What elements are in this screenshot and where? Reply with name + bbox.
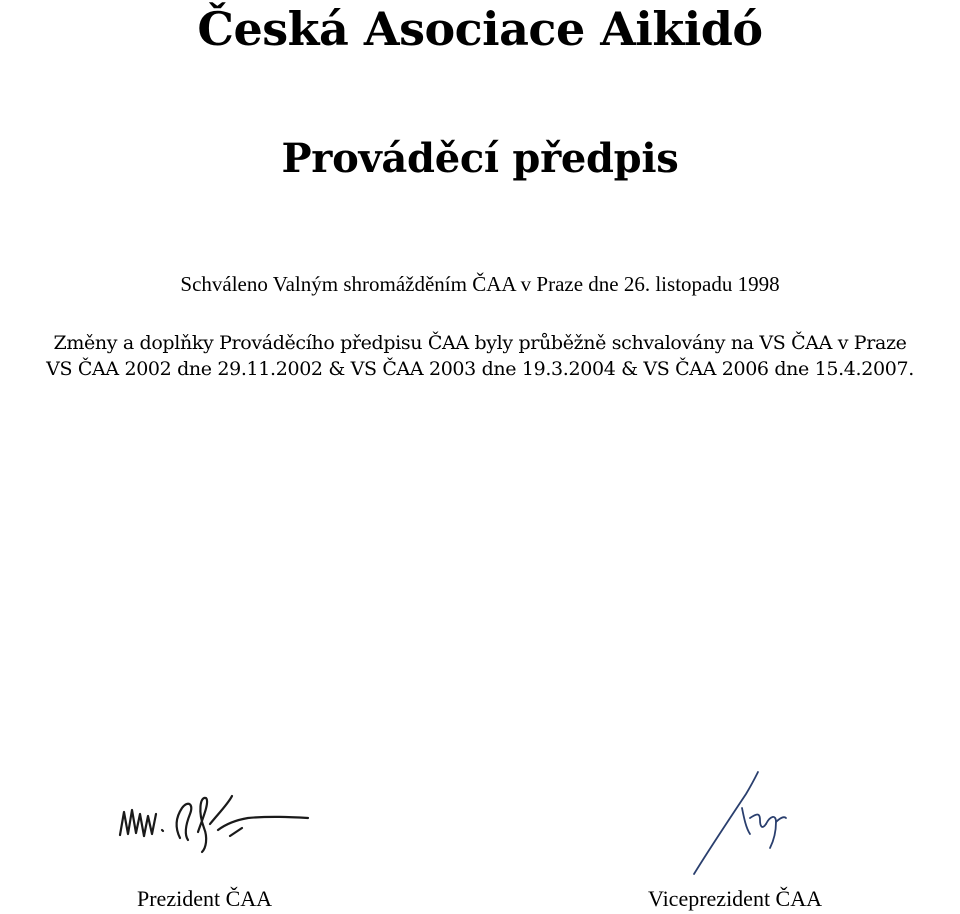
president-signature xyxy=(110,790,320,860)
president-label: Prezident ČAA xyxy=(137,886,273,911)
document-title: Česká Asociace Aikidó xyxy=(197,2,763,56)
amendments-line-2: VS ČAA 2002 dne 29.11.2002 & VS ČAA 2003 dne 19.3.2004 & VS ČAA 2006 dne 15.4.2007. xyxy=(46,358,914,380)
approval-statement: Schváleno Valným shromážděním ČAA v Praze dne 26. listopadu 1998 xyxy=(180,272,780,296)
vice-president-signature xyxy=(680,768,800,880)
document-subtitle: Prováděcí předpis xyxy=(281,135,679,182)
amendments-paragraph xyxy=(0,330,960,382)
vice-president-label: Viceprezident ČAA xyxy=(648,886,823,911)
amendments-line-1: Změny a doplňky Prováděcího předpisu ČAA byly průběžně schvalovány na VS ČAA v Praze xyxy=(53,332,907,354)
